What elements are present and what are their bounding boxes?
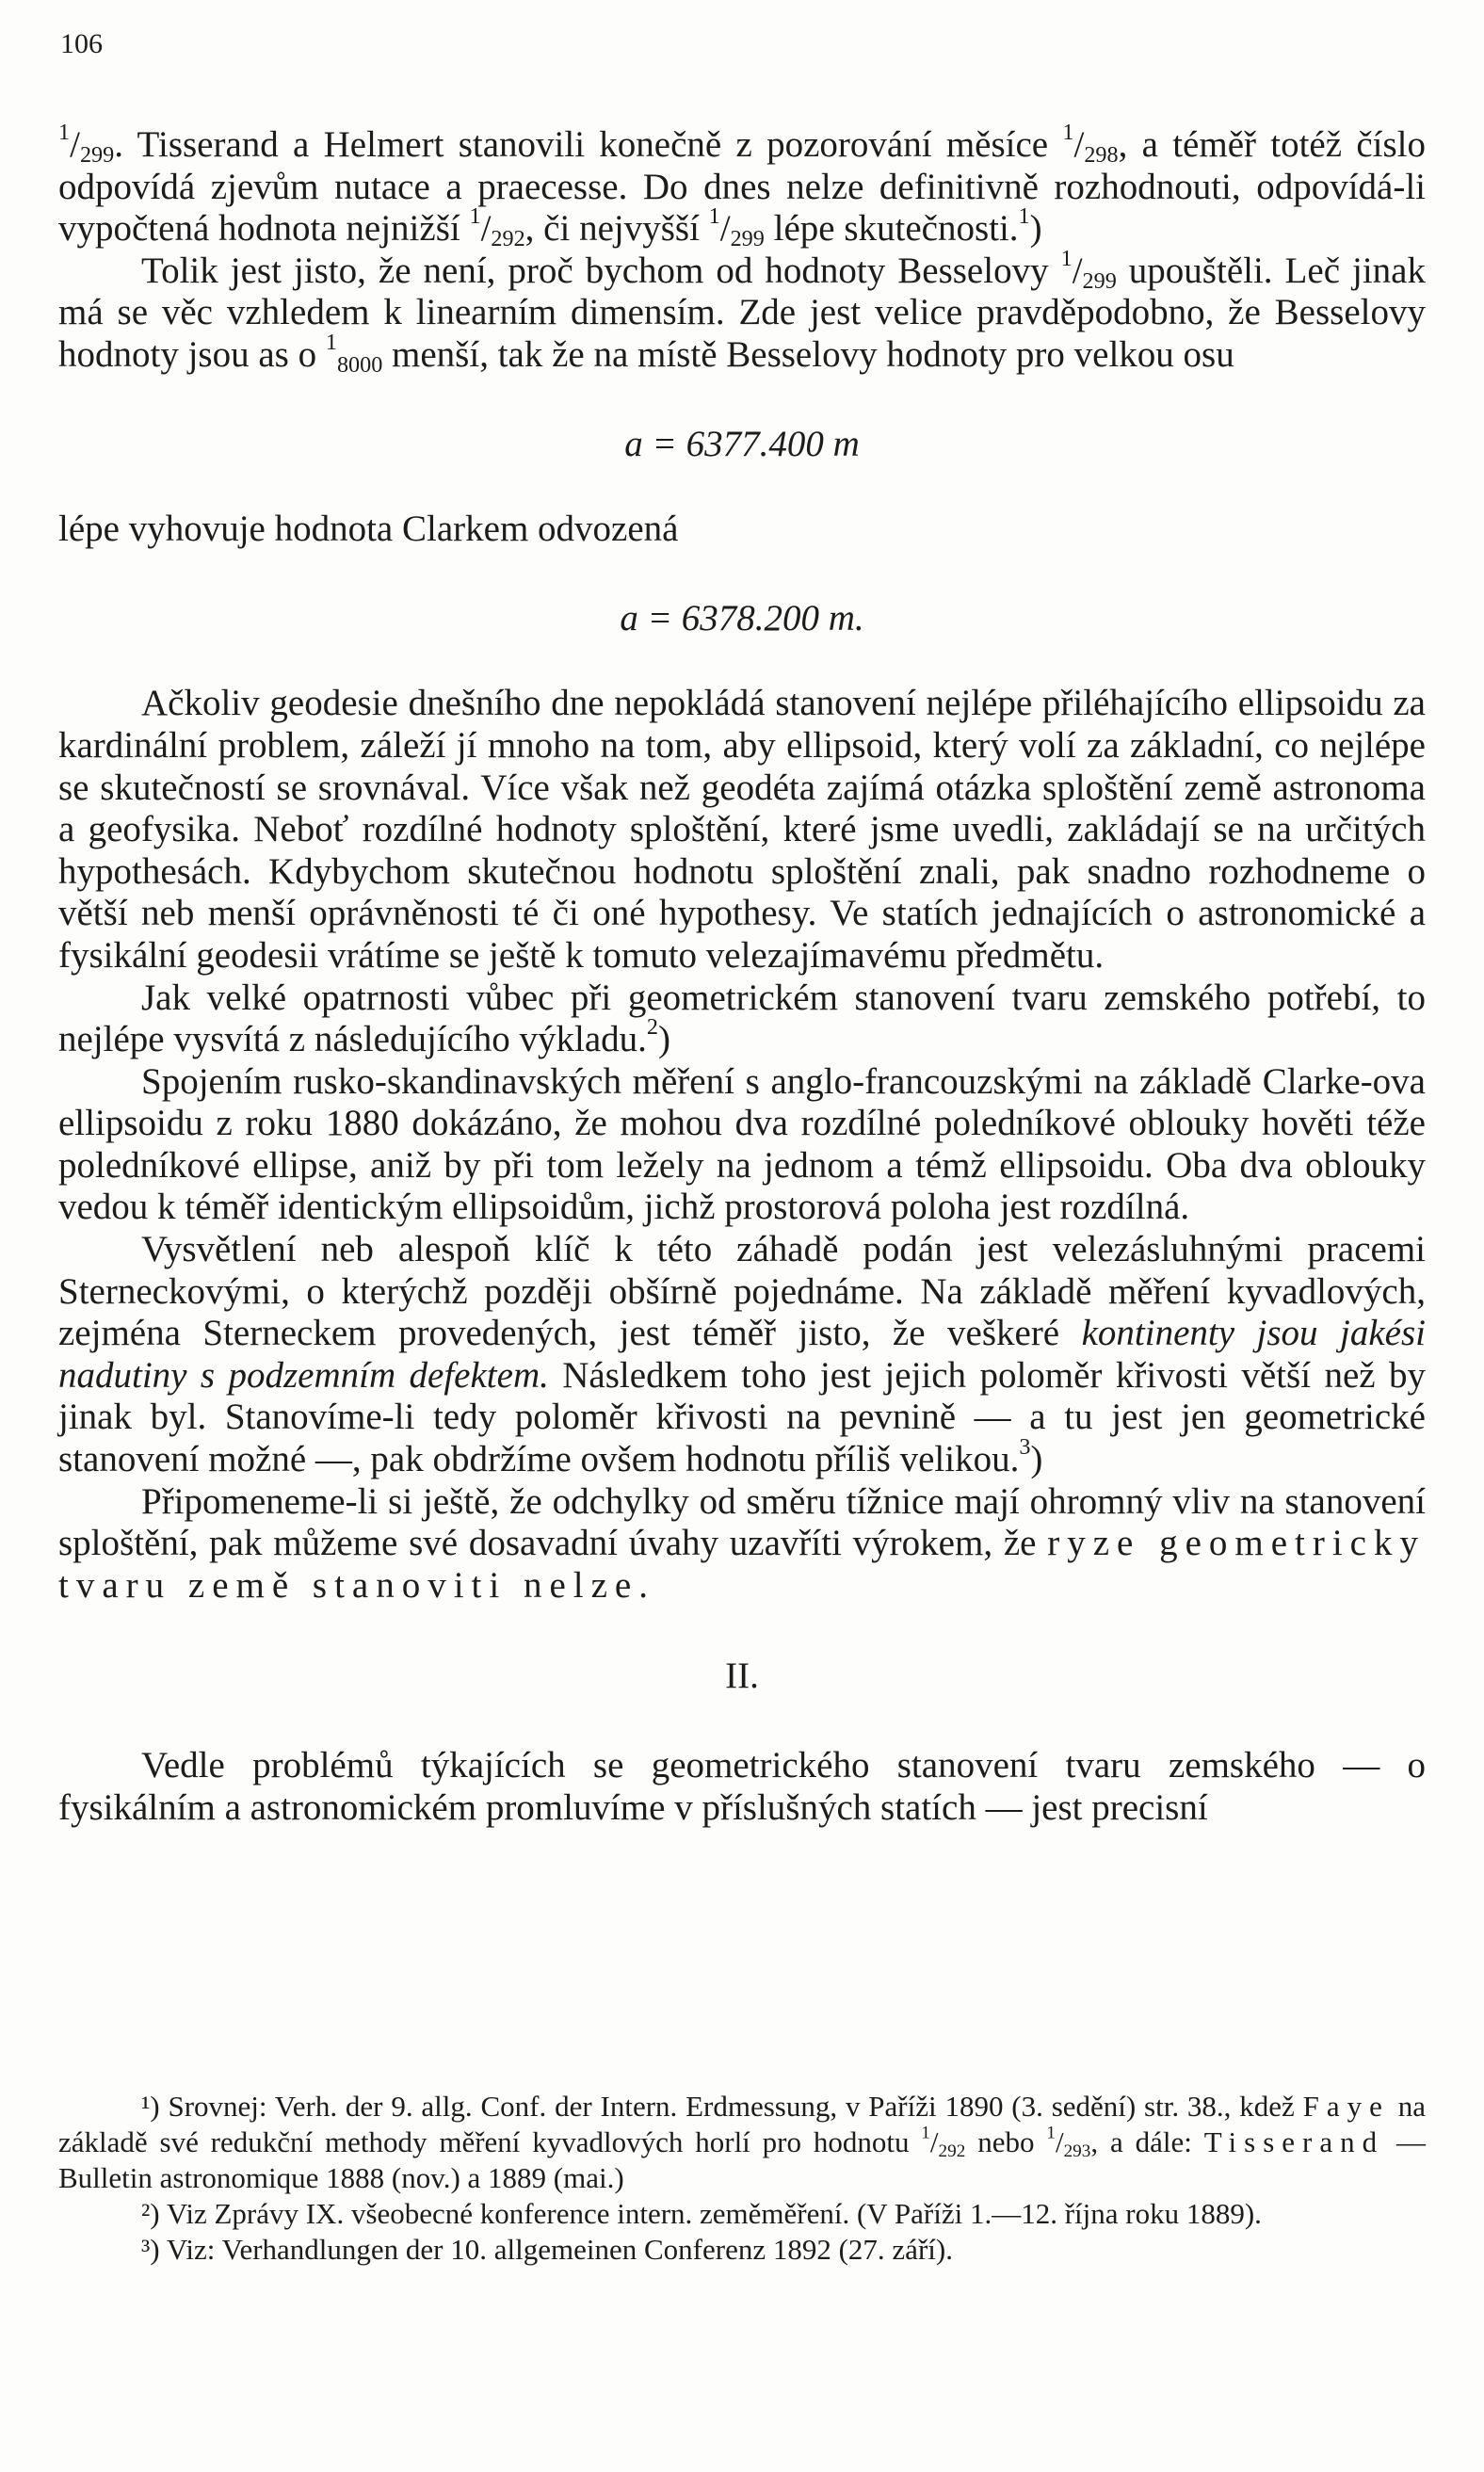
footnote-3: ³) Viz: Verhandlungen der 10. allgemeinen Conferenz 1892 (27. září). xyxy=(141,2233,953,2266)
footnote-ref-1: 1 xyxy=(1018,203,1030,230)
spaced-emphasis: ryze geometricky tvaru země stanoviti nelze xyxy=(58,1523,1426,1606)
paragraph-6: Spojením rusko-skandinavských měření s anglo-francouzskými na základě Clarke-ova ellipsoidu z roku 1880 dokázáno, že mohou dva rozdílné poledníkové oblouky hověti téže poledníkové ellipse, aniž by při tom ležely na jednom a témž ellipsoidu. Oba dva oblouky vedou k téměř identickým ellipsoidům, jichž prostorová poloha jest rozdílná. xyxy=(58,1060,1426,1228)
formula-clarke: a = 6378.200 m. xyxy=(620,597,864,638)
footnote-ref-2: 2 xyxy=(646,1013,659,1040)
paragraph-9: Vedle problémů týkajících se geometrického stanovení tvaru zemského — o fysikálním a astronomickém promluvíme v příslušných statích — jest precisní xyxy=(58,1745,1426,1828)
paragraph-5: Jak velké opatrnosti vůbec při geometrickém stanovení tvaru zemského potřebí, to nejlépe vysvítá z následujícího výkladu.$^2$) xyxy=(58,977,1426,1060)
paragraph-2: Tolik jest jisto, že není, proč bychom od hodnoty Besselovy $^1/_{299}$ upouštěli. Leč jinak má se věc vzhledem k linearním dimensím. Zde jest velice pravděpodobno, že Besselovy hodnoty jsou as o $^1_{8000}$ menší, tak že na místě Besselovy hodnoty pro velkou osu xyxy=(58,245,1426,378)
main-text xyxy=(58,119,1426,1829)
footnotes xyxy=(58,2089,1426,2268)
formula-bessel: a = 6377.400 m xyxy=(624,423,860,464)
paragraph-8: Připomeneme-li si ještě, že odchylky od směru tížnice mají ohromný vliv na stanovení sploštění, pak můžeme své dosavadní úvahy uzavříti výrokem, že ryze geometricky tvaru země stanoviti nelze. xyxy=(58,1480,1426,1606)
italic-emphasis: kontinenty jsou jakési nadutiny s podzemním defektem. xyxy=(58,1313,1426,1396)
footnote-2: ²) Viz Zprávy IX. všeobecné konference intern. zeměměření. (V Paříži 1.—12. října roku 1889). xyxy=(141,2197,1262,2230)
paragraph-1: $^1/_{299}$. Tisserand a Helmert stanovili konečně z pozorování měsíce $^1/_{298}$, a téměř totéž číslo odpovídá zjevům nutace a praecesse. Do dnes nelze definitivně rozhodnouti, odpovídá-li vypočtená hodnota nejnižší $^1/_{292}$, či nejvyšší $^1/_{299}$ lépe skutečnosti.$^1$) xyxy=(58,119,1426,252)
paragraph-4: Ačkoliv geodesie dnešního dne nepokládá stanovení nejlépe přiléhajícího ellipsoidu za kardinální problem, záleží jí mnoho na tom, aby ellipsoid, který volí za základní, co nejlépe se skutečností se srovnával. Více však než geodéta zajímá otázka sploštění země astronoma a geofysika. Neboť rozdílné hodnoty sploštění, které jsme uvedli, zakládají se na určitých hypothesách. Kdybychom skutečnou hodnotu sploštění znali, pak snadno rozhodneme o větší neb menší oprávněnosti té či oné hypothesy. Ve statích jednajících o astronomické a fysikální geodesii vrátíme se ještě k tomuto velezajímavému předmětu. xyxy=(58,683,1426,976)
section-heading: II. xyxy=(725,1656,759,1697)
paragraph-7: Vysvětlení neb alespoň klíč k této záhadě podán jest velezásluhnými pracemi Sterneckovými, o kterýchž později obšírně pojednáme. Na základě měření kyvadlových, zejména Sterneckem provedených, jest téměř jisto, že veškeré kontinenty jsou jakési nadutiny s podzemním defektem. Následkem toho jest jejich poloměr křivosti větší než by jinak byl. Stanovíme-li tedy poloměr křivosti na pevnině — a tu jest jen geometrické stanovení možné —, pak obdržíme ovšem hodnotu příliš velikou.$^3$) xyxy=(58,1229,1426,1480)
paragraph-3: lépe vyhovuje hodnota Clarkem odvozená xyxy=(58,509,679,550)
footnote-ref-3: 3 xyxy=(1019,1433,1031,1460)
footnote-1: ¹) Srovnej: Verh. der 9. allg. Conf. der Intern. Erdmessung, v Paříži 1890 (3. sedění) str. 38., kdež Faye na základě své redukční methody měření kyvadlových horlí pro hodnotu $^1/_{292}$ nebo $^1/_{293}$, a dále: Tisserand — Bulletin astronomique 1888 (nov.) a 1889 (mai.) xyxy=(58,2090,1426,2194)
page-number: 106 xyxy=(60,28,103,59)
